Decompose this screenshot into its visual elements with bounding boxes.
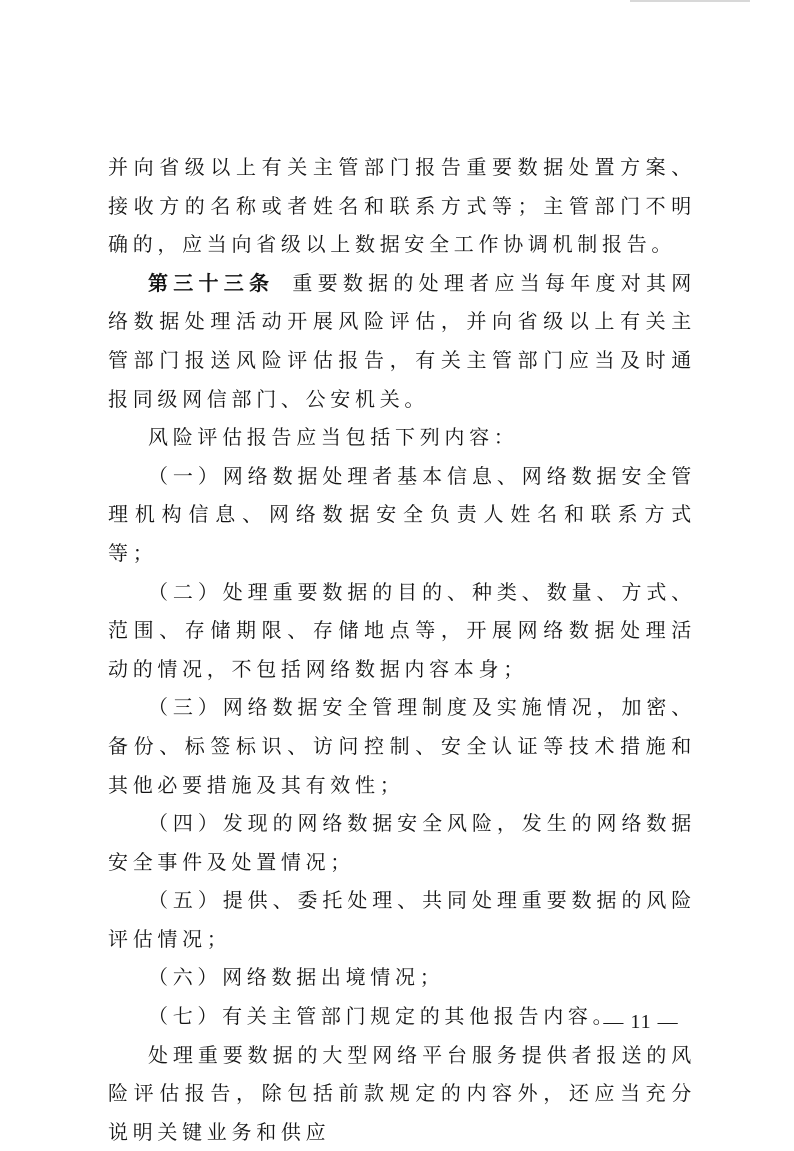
list-item-6: （六）网络数据出境情况； <box>148 965 445 990</box>
paragraph-large-platform: 处理重要数据的大型网络平台服务提供者报送的风险评估报告，除包括前款规定的内容外，还应当充分说明关键业务和供应 <box>108 1042 696 1144</box>
paragraph-report-intro: 风险评估报告应当包括下列内容： <box>148 425 519 450</box>
list-item-5: （五）提供、委托处理、共同处理重要数据的风险评估情况； <box>108 888 696 951</box>
paragraph-continuation: 并向省级以上有关主管部门报告重要数据处置方案、接收方的名称或者姓名和联系方式等；主管部门不明确的，应当向省级以上数据安全工作协调机制报告。 <box>108 155 696 257</box>
page-number: — 11 — <box>603 1011 679 1033</box>
list-item-1: （一）网络数据处理者基本信息、网络数据安全管理机构信息、网络数据安全负责人姓名和联系方式等； <box>108 463 696 565</box>
paragraph-article-33 <box>108 264 696 418</box>
list-item-2: （二）处理重要数据的目的、种类、数量、方式、范围、存储期限、存储地点等，开展网络数据处理活动的情况，不包括网络数据内容本身； <box>108 579 696 681</box>
document-body <box>108 148 696 1151</box>
scan-edge-mark <box>630 0 750 2</box>
list-item-3: （三）网络数据安全管理制度及实施情况，加密、备份、标签标识、访问控制、安全认证等技术措施和其他必要措施及其有效性； <box>108 695 696 797</box>
article-number: 第三十三条 <box>148 270 275 295</box>
list-item-7: （七）有关主管部门规定的其他报告内容。 <box>148 1004 618 1029</box>
list-item-4: （四）发现的网络数据安全风险，发生的网络数据安全事件及处置情况； <box>108 811 696 874</box>
article-33-text: 重要数据的处理者应当每年度对其网络数据处理活动开展风险评估，并向省级以上有关主管部门报送风险评估报告，有关主管部门应当及时通报同级网信部门、公安机关。 <box>108 270 697 411</box>
